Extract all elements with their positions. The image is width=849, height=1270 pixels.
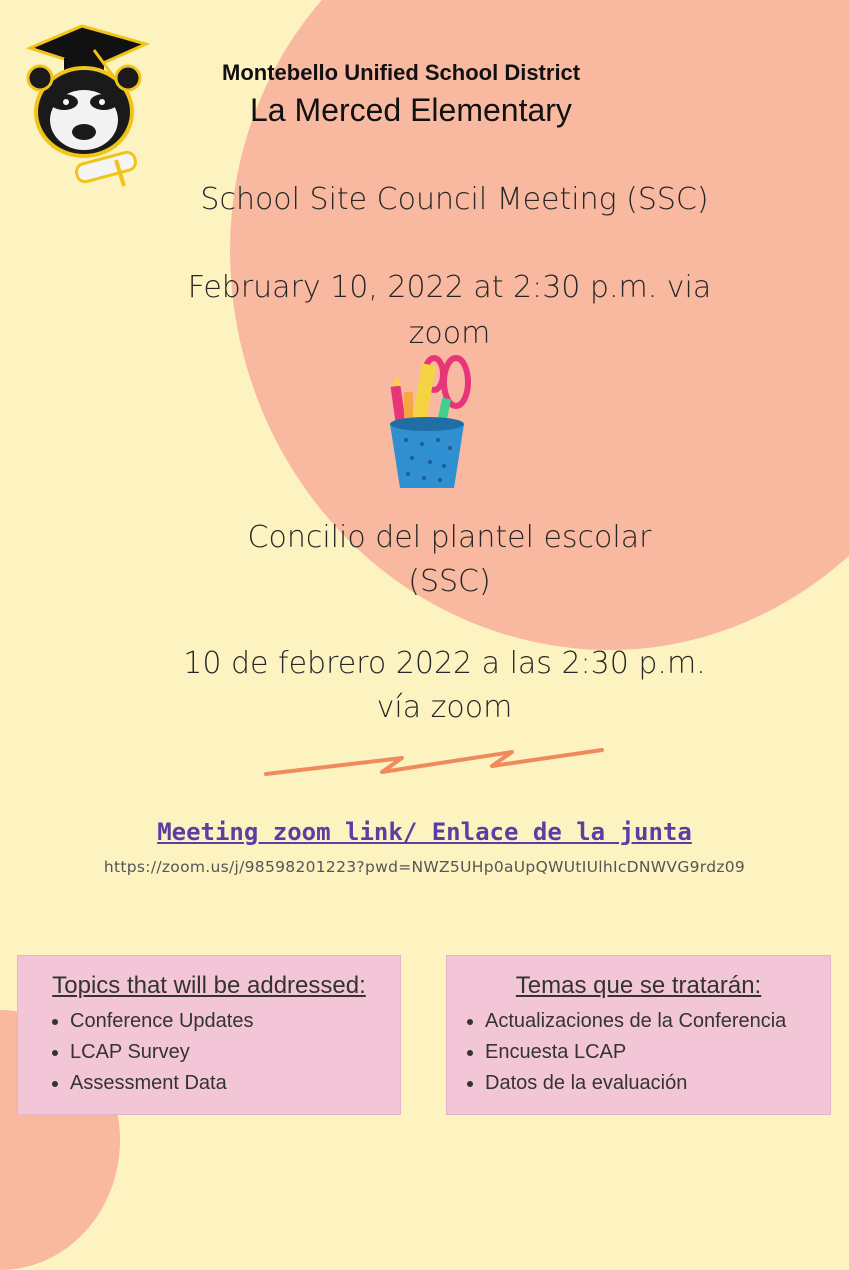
topics-box-es bbox=[446, 955, 831, 1115]
zoom-link-url[interactable]: https://zoom.us/j/98598201223?pwd=NWZ5UHp0aUpQWUtIUlhIcDNWVG9rdz09 bbox=[103, 858, 746, 876]
topics-list-en bbox=[18, 1006, 400, 1099]
zigzag-divider bbox=[262, 742, 607, 782]
topics-box-en bbox=[17, 955, 401, 1115]
topics-heading-en: Topics that will be addressed: bbox=[52, 972, 366, 999]
list-item: • Encuesta LCAP bbox=[485, 1037, 830, 1068]
meeting-date-es-line1: 10 de febrero 2022 a las 2:30 p.m. bbox=[183, 646, 706, 681]
meeting-date-en-line2: zoom bbox=[408, 316, 491, 351]
meeting-title-es bbox=[25, 516, 849, 604]
school-mascot-logo bbox=[20, 20, 150, 190]
district-name: Montebello Unified School District bbox=[222, 60, 581, 85]
meeting-date-es-line2: vía zoom bbox=[376, 690, 513, 725]
pencil-cup-illustration bbox=[372, 352, 482, 492]
list-item: • Actualizaciones de la Conferencia bbox=[485, 1006, 830, 1037]
list-item: • Datos de la evaluación bbox=[485, 1068, 830, 1099]
list-item: • Conference Updates bbox=[70, 1006, 400, 1037]
topics-heading-es: Temas que se tratarán: bbox=[515, 972, 762, 999]
meeting-date-en bbox=[25, 265, 849, 357]
topics-list-es bbox=[447, 1006, 830, 1099]
meeting-title-es-line2: (SSC) bbox=[408, 564, 491, 599]
meeting-title-en: School Site Council Meeting (SSC) bbox=[200, 182, 709, 217]
meeting-date-es bbox=[20, 642, 849, 730]
meeting-title-es-line1: Concilio del plantel escolar bbox=[247, 520, 652, 555]
list-item: • LCAP Survey bbox=[70, 1037, 400, 1068]
zoom-link-heading[interactable]: Meeting zoom link/ Enlace de la junta bbox=[157, 818, 692, 846]
list-item: • Assessment Data bbox=[70, 1068, 400, 1099]
meeting-date-en-line1: February 10, 2022 at 2:30 p.m. via bbox=[187, 270, 712, 305]
school-name: La Merced Elementary bbox=[250, 92, 572, 128]
